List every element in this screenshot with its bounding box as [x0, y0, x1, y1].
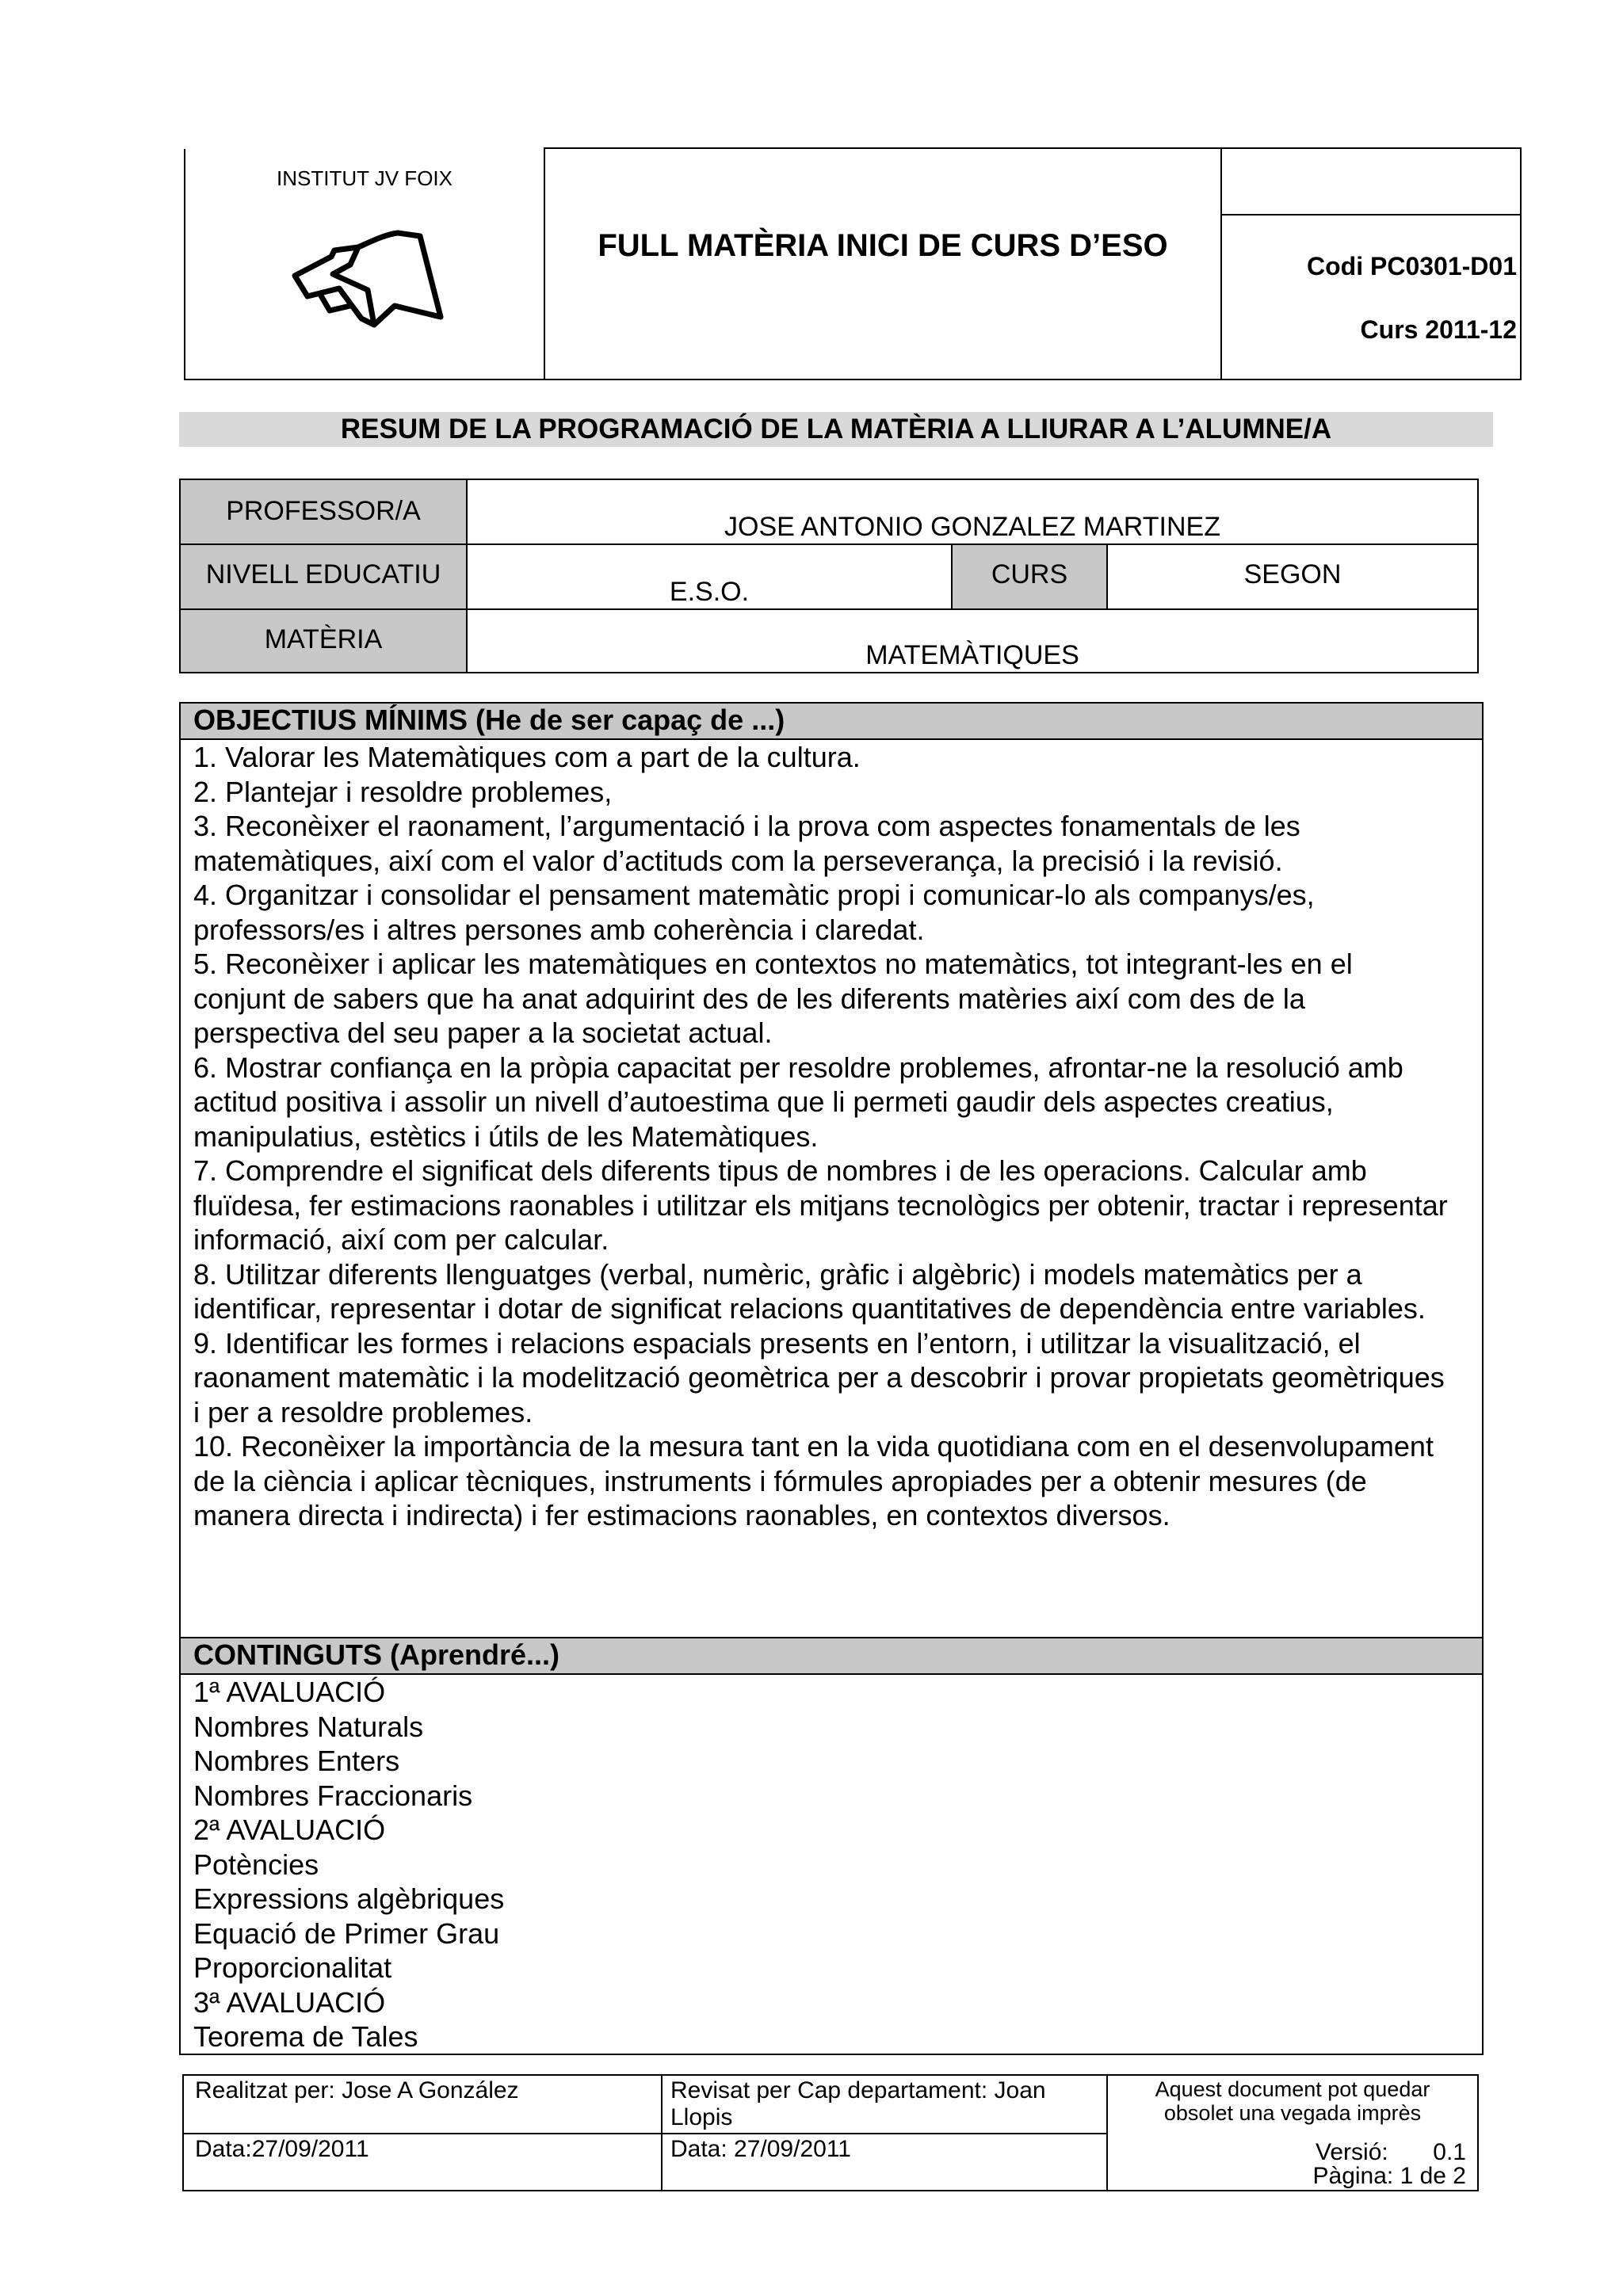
professor-value: JOSE ANTONIO GONZALEZ MARTINEZ [724, 512, 1220, 542]
institute-name: INSTITUT JV FOIX [277, 166, 453, 190]
reviewed-by-line1: Revisat per Cap departament: Joan [670, 2077, 1046, 2103]
content-item: Equació de Primer Grau [193, 1917, 500, 1950]
objective-item: 5. Reconèixer i aplicar les matemàtiques en contextos no matemàtics, tot integrant-les en el conjunt de sabers que ha anat adquirint des de les diferents matèries així com des de la perspectiva del seu paper a la societat actual. [193, 948, 1353, 1049]
page-number: Pàgina: 1 de 2 [1312, 2163, 1466, 2189]
objectives-list [179, 740, 1482, 1635]
objective-item: 3. Reconèixer el raonament, l’argumentació i la prova com aspectes fonamentals de les matemàtiques, així com el valor d’actituds com la perseverança, la precisió i la revisió. [193, 810, 1300, 877]
level-label: NIVELL EDUCATIU [205, 559, 441, 589]
reviewed-by-line2: Llopis [670, 2104, 733, 2130]
objective-item: 7. Comprendre el significat dels diferents tipus de nombres i de les operacions. Calcular amb fluïdesa, fer estimacions raonables i utilitzar els mitjans tecnològics per obtenir, tractar i representar informació, així com per calcular. [193, 1154, 1448, 1256]
objective-item: 6. Mostrar confiança en la pròpia capacitat per resoldre problemes, afrontar-ne la resolució amb actitud positiva i assolir un nivell d’autoestima que li permeti gaudir dels aspectes creatius, manipulatius, estètics i útils de les Matemàtiques. [193, 1051, 1403, 1153]
content-item: Nombres Fraccionaris [193, 1779, 473, 1812]
obsolete-note-line1: Aquest document pot quedar [1155, 2077, 1430, 2101]
content-item: 2ª AVALUACIÓ [193, 1814, 386, 1846]
objective-item: 10. Reconèixer la importància de la mesura tant en la vida quotidiana com en el desenvolupament de la ciència i aplicar tècniques, instruments i fórmules apropiades per a obtenir mesures (de manera directa i indirecta) i fer estimacions raonables, en contextos diversos. [193, 1430, 1434, 1531]
document-code: Codi PC0301-D01 [1307, 252, 1517, 280]
objective-item: 9. Identificar les formes i relacions espacials presents en l’entorn, i utilitzar la visualització, el raonament matemàtic i la modelització geomètrica per a descobrir i provar propietats geomètriques i per a resoldre problemes. [193, 1326, 1445, 1428]
objective-item: 4. Organitzar i consolidar el pensament matemàtic propi i comunicar-lo als companys/es, professors/es i altres persones amb coherència i claredat. [193, 879, 1315, 946]
objective-item: 2. Plantejar i resoldre problemes, [193, 775, 613, 808]
subject-value: MATEMÀTIQUES [865, 640, 1079, 670]
course-year: Curs 2011-12 [1360, 315, 1517, 344]
document-title: FULL MATÈRIA INICI DE CURS D’ESO [598, 228, 1168, 263]
made-by: Realitzat per: Jose A González [195, 2077, 519, 2103]
subject-label: MATÈRIA [264, 624, 383, 654]
content-item: Nombres Naturals [193, 1710, 424, 1743]
content-item: 3ª AVALUACIÓ [193, 1985, 386, 2019]
content-item: Proporcionalitat [193, 1951, 392, 1984]
content-item: Potències [193, 1848, 319, 1881]
professor-label: PROFESSOR/A [226, 496, 421, 526]
content-item: 1ª AVALUACIÓ [193, 1676, 386, 1708]
objectives-heading: OBJECTIUS MÍNIMS (He de ser capaç de ...) [179, 704, 1482, 738]
obsolete-note-line2: obsolet una vegada imprès [1163, 2101, 1422, 2125]
course-label: CURS [991, 559, 1068, 589]
date-reviewed: Data: 27/09/2011 [670, 2136, 851, 2162]
level-value: E.S.O. [669, 577, 750, 607]
date-made: Data:27/09/2011 [195, 2136, 369, 2162]
contents-list [179, 1675, 1482, 2054]
content-item: Expressions algèbriques [193, 1882, 505, 1915]
course-value: SEGON [1243, 559, 1342, 589]
contents-heading: CONTINGUTS (Aprendré...) [179, 1638, 1482, 1673]
objective-item: 8. Utilitzar diferents llenguatges (verbal, numèric, gràfic i algèbric) i models matemàtics per a identificar, representar i dotar de significat relacions quantitatives de dependència entre variables. [193, 1257, 1426, 1325]
version-label: Versió: [1316, 2139, 1388, 2165]
institute-logo-icon [285, 223, 460, 334]
content-item: Nombres Enters [193, 1745, 400, 1777]
version-value: 0.1 [1433, 2139, 1466, 2165]
content-item: Teorema de Tales [193, 2020, 418, 2053]
objective-item: 1. Valorar les Matemàtiques com a part de la cultura. [193, 741, 861, 773]
section-title: RESUM DE LA PROGRAMACIÓ DE LA MATÈRIA A LLIURAR A L’ALUMNE/A [179, 412, 1493, 447]
